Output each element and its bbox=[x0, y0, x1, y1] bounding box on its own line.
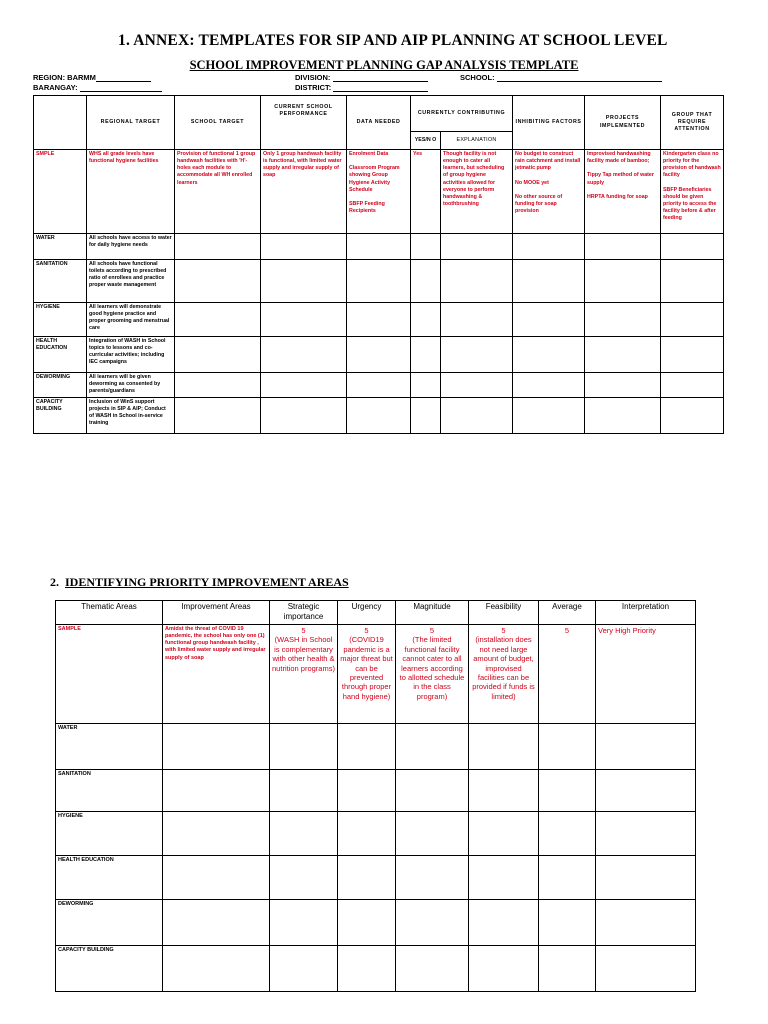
header-explanation: EXPLANATION bbox=[441, 132, 513, 150]
gap-cell[interactable] bbox=[441, 303, 513, 337]
gap-row-sanitation bbox=[34, 260, 724, 303]
gap-cell[interactable] bbox=[175, 234, 261, 260]
gap-row-regional-target: All schools have functional toilets according to prescribed ratio of enrollees and practice proper waste management bbox=[87, 260, 175, 303]
gap-cell[interactable] bbox=[347, 373, 411, 398]
header-average: Average bbox=[539, 601, 596, 625]
gap-cell[interactable] bbox=[585, 337, 661, 373]
priority-cell[interactable] bbox=[396, 770, 469, 812]
gap-cell[interactable] bbox=[261, 303, 347, 337]
gap-cell[interactable] bbox=[513, 234, 585, 260]
priority-cell[interactable] bbox=[396, 900, 469, 946]
priority-cell[interactable] bbox=[163, 812, 270, 856]
priority-cell[interactable] bbox=[396, 812, 469, 856]
gap-row-regional-target: All learners will demonstrate good hygiene practice and proper grooming and menstrual care bbox=[87, 303, 175, 337]
gap-cell[interactable] bbox=[347, 260, 411, 303]
gap-sample-explanation: Though facility is not enough to cater all learners, but scheduling of group hygiene activities allowed for everyone to perform handwashing & toothbrushing bbox=[441, 150, 513, 234]
gap-row-capacity-building bbox=[34, 398, 724, 434]
priority-cell[interactable] bbox=[469, 900, 539, 946]
gap-cell[interactable] bbox=[585, 373, 661, 398]
priority-cell[interactable] bbox=[539, 856, 596, 900]
region-line bbox=[96, 73, 151, 82]
header-regional-target: REGIONAL TARGET bbox=[87, 96, 175, 150]
priority-cell[interactable] bbox=[596, 812, 696, 856]
gap-row-regional-target: Integration of WASH in School topics to lessons and co-curricular activities; including IEC campaigns bbox=[87, 337, 175, 373]
gap-cell[interactable] bbox=[175, 373, 261, 398]
gap-sample-school-target: Provision of functional 1 group handwash facilities with 'H'-holes each module to accommodate all WH enrolled learners bbox=[175, 150, 261, 234]
gap-row-label: HYGIENE bbox=[34, 303, 87, 337]
priority-row-label: HYGIENE bbox=[56, 812, 163, 856]
gap-cell[interactable] bbox=[175, 303, 261, 337]
header-current-performance: CURRENT SCHOOL PERFORMANCE bbox=[261, 96, 347, 150]
priority-cell[interactable] bbox=[596, 900, 696, 946]
priority-row-label: DEWORMING bbox=[56, 900, 163, 946]
priority-cell[interactable] bbox=[469, 856, 539, 900]
gap-cell[interactable] bbox=[411, 303, 441, 337]
header-feasibility: Feasibility bbox=[469, 601, 539, 625]
header-group-attention: GROUP THAT REQUIRE ATTENTION bbox=[661, 96, 724, 150]
gap-cell[interactable] bbox=[661, 303, 724, 337]
priority-sample-average: 5 bbox=[539, 625, 596, 724]
annex-title: 1. ANNEX: TEMPLATES FOR SIP AND AIP PLANNING AT SCHOOL LEVEL bbox=[118, 32, 668, 49]
header-projects-implemented: PROJECTS IMPLEMENTED bbox=[585, 96, 661, 150]
priority-cell[interactable] bbox=[396, 946, 469, 992]
gap-cell[interactable] bbox=[441, 234, 513, 260]
header-yes-no: YES/N O bbox=[411, 132, 441, 150]
header-magnitude: Magnitude bbox=[396, 601, 469, 625]
gap-analysis-table bbox=[33, 95, 724, 434]
priority-row-capacity-building bbox=[56, 946, 696, 992]
priority-sample-improvement: Amidst the threat of COVID 19 pandemic, the school has only one (1) functional group handwash facility , with limited water supply and irregular supply of soap bbox=[163, 625, 270, 724]
priority-sample-strategic: 5 (WASH in School is complementary with other health & nutrition programs) bbox=[270, 625, 338, 724]
priority-cell[interactable] bbox=[596, 724, 696, 770]
priority-cell[interactable] bbox=[270, 770, 338, 812]
header-improvement-areas: Improvement Areas bbox=[163, 601, 270, 625]
priority-cell[interactable] bbox=[539, 724, 596, 770]
priority-cell[interactable] bbox=[270, 900, 338, 946]
priority-cell[interactable] bbox=[338, 856, 396, 900]
gap-cell[interactable] bbox=[441, 337, 513, 373]
gap-cell[interactable] bbox=[411, 373, 441, 398]
gap-cell[interactable] bbox=[585, 260, 661, 303]
region-field bbox=[33, 73, 151, 82]
barangay-line bbox=[80, 83, 162, 92]
gap-cell[interactable] bbox=[441, 373, 513, 398]
gap-cell[interactable] bbox=[513, 303, 585, 337]
priority-row-hygiene bbox=[56, 812, 696, 856]
gap-row-regional-target: All schools have access to water for daily hygiene needs bbox=[87, 234, 175, 260]
gap-cell[interactable] bbox=[661, 234, 724, 260]
priority-cell[interactable] bbox=[469, 946, 539, 992]
priority-cell[interactable] bbox=[163, 900, 270, 946]
gap-cell[interactable] bbox=[175, 398, 261, 434]
gap-cell[interactable] bbox=[175, 337, 261, 373]
header-strategic-importance: Strategic importance bbox=[270, 601, 338, 625]
gap-cell[interactable] bbox=[347, 337, 411, 373]
priority-section-title bbox=[50, 575, 349, 590]
gap-cell[interactable] bbox=[585, 398, 661, 434]
priority-cell[interactable] bbox=[338, 946, 396, 992]
priority-row-label: HEALTH EDUCATION bbox=[56, 856, 163, 900]
gap-cell[interactable] bbox=[513, 337, 585, 373]
priority-sample-label: SAMPLE bbox=[56, 625, 163, 724]
gap-cell[interactable] bbox=[411, 260, 441, 303]
header-school-target: SCHOOL TARGET bbox=[175, 96, 261, 150]
gap-cell[interactable] bbox=[261, 234, 347, 260]
gap-cell[interactable] bbox=[347, 398, 411, 434]
priority-cell[interactable] bbox=[338, 900, 396, 946]
gap-cell[interactable] bbox=[661, 337, 724, 373]
priority-header-row bbox=[56, 601, 696, 625]
priority-row-label: WATER bbox=[56, 724, 163, 770]
gap-sample-row bbox=[34, 150, 724, 234]
division-label: DIVISION: bbox=[295, 73, 331, 82]
gap-row-label: WATER bbox=[34, 234, 87, 260]
school-label: SCHOOL: bbox=[460, 73, 495, 82]
gap-row-hygiene bbox=[34, 303, 724, 337]
priority-row-water bbox=[56, 724, 696, 770]
priority-cell[interactable] bbox=[163, 856, 270, 900]
district-field bbox=[295, 83, 428, 92]
priority-cell[interactable] bbox=[539, 900, 596, 946]
priority-cell[interactable] bbox=[270, 812, 338, 856]
gap-sample-label: SMPLE bbox=[34, 150, 87, 234]
gap-cell[interactable] bbox=[411, 337, 441, 373]
priority-cell[interactable] bbox=[338, 724, 396, 770]
gap-sample-yes-no: Yes bbox=[411, 150, 441, 234]
priority-row-health-education bbox=[56, 856, 696, 900]
priority-sample-feasibility: 5 (installation does not need large amount of budget, improvised facilities can be provided if funds is limited) bbox=[469, 625, 539, 724]
gap-sample-data-needed: Enrolment Data Classroom Program showing Group Hygiene Activity Schedule SBFP Feeding Recipients bbox=[347, 150, 411, 234]
division-line bbox=[333, 73, 428, 82]
gap-row-health-education bbox=[34, 337, 724, 373]
gap-row-regional-target: All learners will be given deworming as consented by parents/guardians bbox=[87, 373, 175, 398]
gap-cell[interactable] bbox=[441, 398, 513, 434]
gap-cell[interactable] bbox=[661, 260, 724, 303]
gap-row-label: HEALTH EDUCATION bbox=[34, 337, 87, 373]
gap-row-regional-target: Inclusion of WinS support projects in SIP & AIP; Conduct of WASH in School in-service training bbox=[87, 398, 175, 434]
priority-cell[interactable] bbox=[270, 724, 338, 770]
priority-cell[interactable] bbox=[539, 770, 596, 812]
gap-cell[interactable] bbox=[661, 373, 724, 398]
priority-cell[interactable] bbox=[396, 856, 469, 900]
gap-row-label: SANITATION bbox=[34, 260, 87, 303]
header-interpretation: Interpretation bbox=[596, 601, 696, 625]
gap-cell[interactable] bbox=[513, 373, 585, 398]
gap-cell[interactable] bbox=[347, 303, 411, 337]
school-field bbox=[460, 73, 662, 82]
gap-header-row bbox=[34, 96, 724, 132]
priority-number: 2. bbox=[50, 575, 59, 589]
gap-cell[interactable] bbox=[585, 303, 661, 337]
priority-row-label: SANITATION bbox=[56, 770, 163, 812]
priority-cell[interactable] bbox=[338, 770, 396, 812]
priority-cell[interactable] bbox=[469, 812, 539, 856]
barangay-field bbox=[33, 83, 162, 92]
priority-sample-magnitude: 5 (The limited functional facility cannot cater to all learners according to allotted schedule in the class program) bbox=[396, 625, 469, 724]
gap-cell[interactable] bbox=[175, 260, 261, 303]
division-field bbox=[295, 73, 428, 82]
gap-cell[interactable] bbox=[347, 234, 411, 260]
gap-sample-projects: Improvised handwashing facility made of bamboo; Tippy Tap method of water supply HRPTA funding for soap bbox=[585, 150, 661, 234]
gap-row-label: DEWORMING bbox=[34, 373, 87, 398]
gap-sample-current-performance: Only 1 group handwash facility is functional, with limited water supply and irregular supply of soap bbox=[261, 150, 347, 234]
priority-title-text: IDENTIFYING PRIORITY IMPROVEMENT AREAS bbox=[65, 575, 349, 589]
header-thematic-areas: Thematic Areas bbox=[56, 601, 163, 625]
priority-cell[interactable] bbox=[270, 856, 338, 900]
gap-header-blank bbox=[34, 96, 87, 150]
priority-cell[interactable] bbox=[539, 812, 596, 856]
priority-cell[interactable] bbox=[163, 770, 270, 812]
priority-cell[interactable] bbox=[596, 946, 696, 992]
gap-cell[interactable] bbox=[261, 398, 347, 434]
gap-cell[interactable] bbox=[261, 337, 347, 373]
priority-cell[interactable] bbox=[596, 856, 696, 900]
priority-cell[interactable] bbox=[469, 724, 539, 770]
district-label: DISTRICT: bbox=[295, 83, 332, 92]
school-line bbox=[497, 73, 662, 82]
gap-row-label: CAPACITY BUILDING bbox=[34, 398, 87, 434]
priority-cell[interactable] bbox=[396, 724, 469, 770]
priority-cell[interactable] bbox=[539, 946, 596, 992]
priority-cell[interactable] bbox=[338, 812, 396, 856]
gap-analysis-title: SCHOOL IMPROVEMENT PLANNING GAP ANALYSIS TEMPLATE bbox=[189, 58, 579, 72]
header-inhibiting-factors: INHIBITING FACTORS bbox=[513, 96, 585, 150]
priority-cell[interactable] bbox=[163, 946, 270, 992]
gap-cell[interactable] bbox=[411, 398, 441, 434]
priority-sample-row bbox=[56, 625, 696, 724]
priority-row-deworming bbox=[56, 900, 696, 946]
header-data-needed: DATA NEEDED bbox=[347, 96, 411, 150]
priority-cell[interactable] bbox=[270, 946, 338, 992]
district-line bbox=[333, 83, 428, 92]
gap-sample-group-attention: Kindergarten class no priority for the provision of handwash facility SBFP Beneficiaries should be given priority to access the facility before & after feeding bbox=[661, 150, 724, 234]
priority-sample-urgency: 5 (COVID19 pandemic is a major threat but can be prevented through proper hand hygiene) bbox=[338, 625, 396, 724]
gap-cell[interactable] bbox=[261, 373, 347, 398]
gap-cell[interactable] bbox=[441, 260, 513, 303]
gap-cell[interactable] bbox=[585, 234, 661, 260]
priority-sample-interpretation: Very High Priority bbox=[596, 625, 696, 724]
gap-cell[interactable] bbox=[661, 398, 724, 434]
gap-row-deworming bbox=[34, 373, 724, 398]
gap-sample-regional-target: WHS all grade levels have functional hygiene facilities bbox=[87, 150, 175, 234]
priority-cell[interactable] bbox=[596, 770, 696, 812]
priority-row-label: CAPACITY BUILDING bbox=[56, 946, 163, 992]
region-label: REGION: BARMM bbox=[33, 73, 96, 82]
gap-cell[interactable] bbox=[513, 260, 585, 303]
priority-cell[interactable] bbox=[469, 770, 539, 812]
gap-cell[interactable] bbox=[411, 234, 441, 260]
priority-row-sanitation bbox=[56, 770, 696, 812]
priority-cell[interactable] bbox=[163, 724, 270, 770]
header-currently-contributing: CURRENTLY CONTRIBUTING bbox=[411, 96, 513, 132]
gap-sample-inhibiting-factors: No budget to construct rain catchment and install jetmatic pump No MOOE yet No other source of funding for soap provision bbox=[513, 150, 585, 234]
gap-cell[interactable] bbox=[261, 260, 347, 303]
header-urgency: Urgency bbox=[338, 601, 396, 625]
priority-table bbox=[55, 600, 696, 992]
gap-cell[interactable] bbox=[513, 398, 585, 434]
barangay-label: BARANGAY: bbox=[33, 83, 78, 92]
gap-row-water bbox=[34, 234, 724, 260]
